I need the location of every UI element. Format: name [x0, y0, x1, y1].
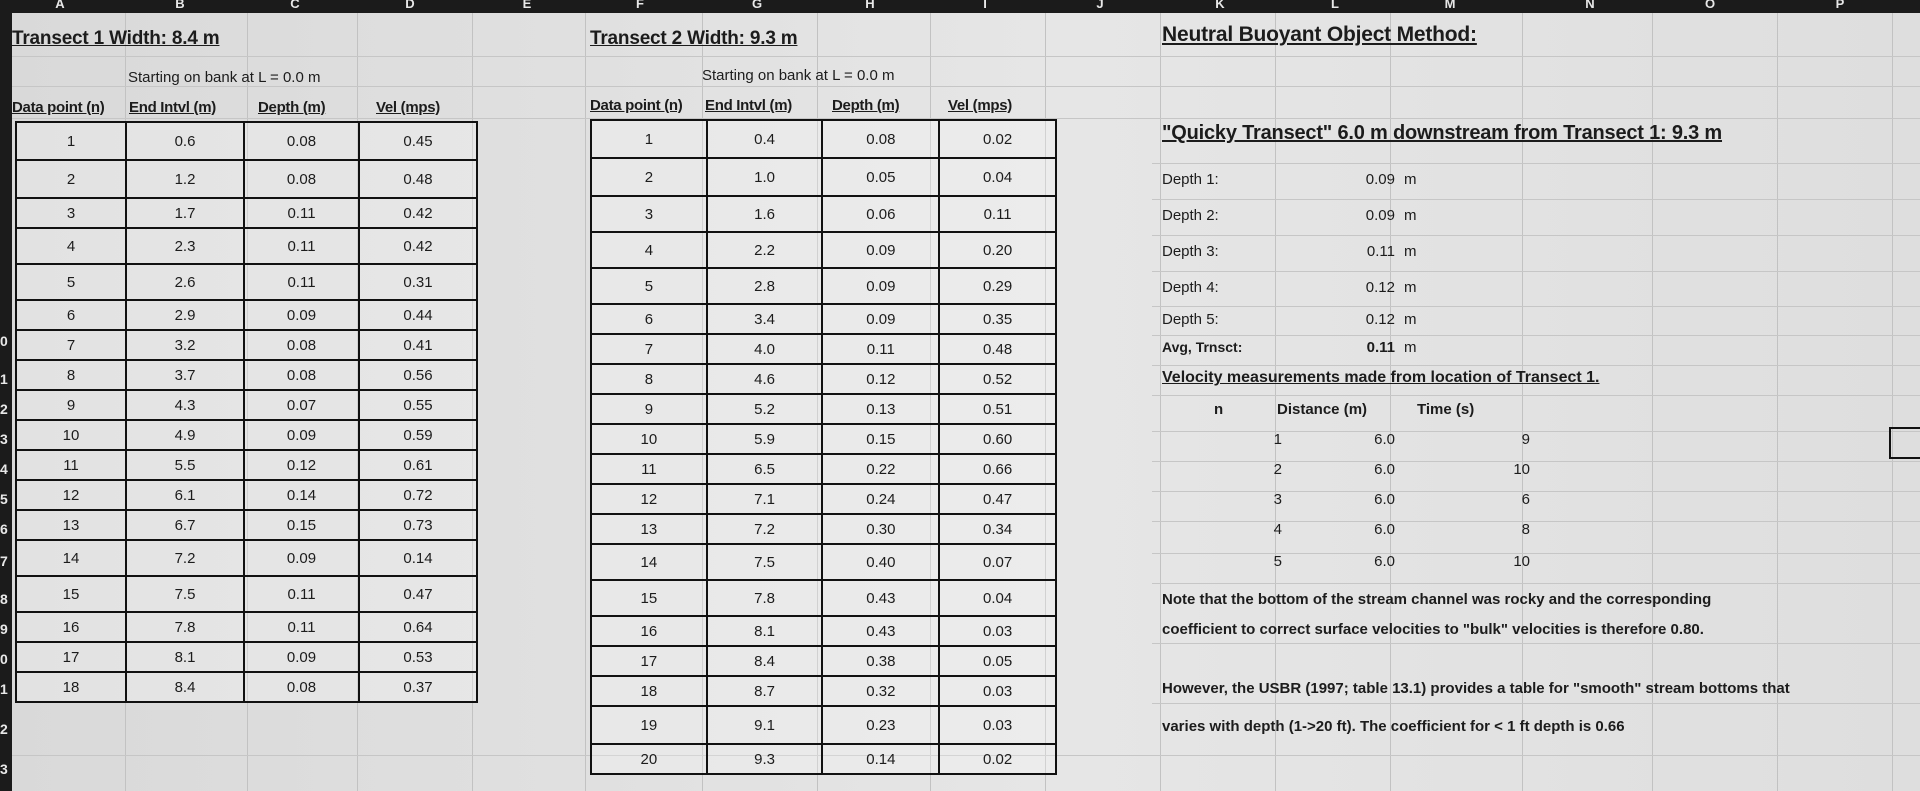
transect2-cell-data-point[interactable]: 3 [591, 196, 707, 232]
depth1-value[interactable]: 0.09 [1365, 171, 1395, 188]
transect2-cell-data-point[interactable]: 1 [591, 120, 707, 158]
row-header[interactable]: 3 [0, 761, 8, 777]
transect1-cell-end-interval[interactable]: 1.7 [126, 198, 244, 228]
transect2-cell-depth[interactable]: 0.14 [822, 744, 939, 774]
grid-line [12, 56, 1920, 57]
velocity-cell-distance[interactable]: 6.0 [1374, 461, 1395, 478]
velocity-cell-time[interactable]: 10 [1513, 461, 1530, 478]
velocity-header-distance: Distance (m) [1277, 401, 1368, 418]
transect1-row [16, 642, 477, 672]
transect1-header-n: Data point (n) [12, 99, 105, 116]
depth3-label: Depth 3: [1162, 243, 1219, 260]
transect2-cell-velocity[interactable]: 0.52 [939, 364, 1056, 394]
depth1-label: Depth 1: [1162, 171, 1219, 188]
transect2-cell-velocity[interactable]: 0.34 [939, 514, 1056, 544]
depth2-value[interactable]: 0.09 [1365, 207, 1395, 224]
transect2-cell-data-point[interactable]: 15 [591, 580, 707, 616]
transect2-cell-depth[interactable]: 0.43 [822, 580, 939, 616]
transect1-cell-end-interval[interactable]: 3.7 [126, 360, 244, 390]
grid-line [1160, 13, 1161, 791]
transect1-row [16, 264, 477, 300]
transect1-cell-data-point[interactable]: 15 [16, 576, 126, 612]
avg-transect-value[interactable]: 0.11 [1366, 339, 1395, 356]
transect2-cell-data-point[interactable]: 16 [591, 616, 707, 646]
column-header-p[interactable]: P [1835, 0, 1845, 11]
spreadsheet-grid[interactable] [12, 13, 1920, 791]
transect1-header-depth: Depth (m) [258, 99, 326, 116]
transect2-cell-end-interval[interactable]: 1.6 [707, 196, 823, 232]
transect2-row [591, 196, 1056, 232]
row-header[interactable]: 2 [0, 721, 8, 737]
transect1-cell-depth[interactable]: 0.08 [244, 160, 359, 198]
transect1-cell-velocity[interactable]: 0.44 [359, 300, 477, 330]
transect1-cell-velocity[interactable]: 0.72 [359, 480, 477, 510]
transect2-cell-velocity[interactable]: 0.29 [939, 268, 1056, 304]
transect1-row [16, 420, 477, 450]
transect2-cell-velocity[interactable]: 0.05 [939, 646, 1056, 676]
transect2-subtitle: Starting on bank at L = 0.0 m [702, 67, 895, 84]
transect1-cell-depth[interactable]: 0.08 [244, 330, 359, 360]
transect1-row [16, 576, 477, 612]
avg-transect-unit: m [1404, 339, 1417, 356]
transect1-row [16, 198, 477, 228]
transect1-cell-depth[interactable]: 0.09 [244, 420, 359, 450]
column-header-h[interactable]: H [865, 0, 875, 11]
transect2-row [591, 454, 1056, 484]
selected-cell[interactable] [1889, 427, 1920, 459]
transect2-cell-depth[interactable]: 0.23 [822, 706, 939, 744]
transect1-header-end: End Intvl (m) [129, 99, 216, 116]
depth5-unit: m [1404, 311, 1417, 328]
grid-line [12, 86, 1920, 87]
grid-line [1152, 395, 1920, 396]
column-header-k[interactable]: K [1215, 0, 1225, 11]
column-header-n[interactable]: N [1585, 0, 1595, 11]
transect2-cell-velocity[interactable]: 0.51 [939, 394, 1056, 424]
transect1-cell-data-point[interactable]: 5 [16, 264, 126, 300]
transect2-row [591, 158, 1056, 196]
transect2-cell-velocity[interactable]: 0.02 [939, 744, 1056, 774]
transect1-cell-depth[interactable]: 0.08 [244, 672, 359, 702]
transect2-row [591, 424, 1056, 454]
transect1-cell-data-point[interactable]: 2 [16, 160, 126, 198]
transect2-row [591, 580, 1056, 616]
row-header[interactable]: 0 [0, 651, 8, 667]
transect1-cell-velocity[interactable]: 0.56 [359, 360, 477, 390]
transect1-cell-depth[interactable]: 0.09 [244, 642, 359, 672]
transect2-cell-depth[interactable]: 0.43 [822, 616, 939, 646]
transect1-cell-velocity[interactable]: 0.31 [359, 264, 477, 300]
transect1-cell-end-interval[interactable]: 7.5 [126, 576, 244, 612]
transect1-cell-data-point[interactable]: 11 [16, 450, 126, 480]
column-header-i[interactable]: I [983, 0, 987, 11]
transect2-cell-velocity[interactable]: 0.11 [939, 196, 1056, 232]
grid-line [1152, 235, 1920, 236]
velocity-cell-n[interactable]: 3 [1273, 491, 1282, 508]
transect2-cell-end-interval[interactable]: 8.1 [707, 616, 823, 646]
transect1-cell-depth[interactable]: 0.07 [244, 390, 359, 420]
transect2-cell-depth[interactable]: 0.05 [822, 158, 939, 196]
transect1-cell-velocity[interactable]: 0.42 [359, 228, 477, 264]
transect2-cell-end-interval[interactable]: 7.2 [707, 514, 823, 544]
transect1-cell-velocity[interactable]: 0.61 [359, 450, 477, 480]
transect2-row [591, 676, 1056, 706]
note-line-3: However, the USBR (1997; table 13.1) provides a table for "smooth" stream bottoms that [1162, 680, 1790, 697]
transect1-cell-velocity[interactable]: 0.42 [359, 198, 477, 228]
transect2-cell-velocity[interactable]: 0.03 [939, 706, 1056, 744]
note-line-1: Note that the bottom of the stream channel was rocky and the corresponding [1162, 591, 1712, 608]
grid-line [1152, 306, 1920, 307]
transect2-row [591, 616, 1056, 646]
grid-line [1777, 13, 1778, 791]
transect1-cell-velocity[interactable]: 0.37 [359, 672, 477, 702]
transect2-cell-end-interval[interactable]: 8.4 [707, 646, 823, 676]
transect2-cell-depth[interactable]: 0.06 [822, 196, 939, 232]
transect1-cell-depth[interactable]: 0.11 [244, 264, 359, 300]
transect2-cell-end-interval[interactable]: 8.7 [707, 676, 823, 706]
transect1-cell-data-point[interactable]: 14 [16, 540, 126, 576]
transect1-cell-depth[interactable]: 0.08 [244, 360, 359, 390]
transect2-cell-depth[interactable]: 0.11 [822, 334, 939, 364]
transect2-cell-depth[interactable]: 0.40 [822, 544, 939, 580]
transect2-row [591, 394, 1056, 424]
transect2-row [591, 706, 1056, 744]
transect2-cell-data-point[interactable]: 10 [591, 424, 707, 454]
transect2-row [591, 268, 1056, 304]
transect2-cell-velocity[interactable]: 0.02 [939, 120, 1056, 158]
velocity-header-time: Time (s) [1417, 401, 1475, 418]
transect1-row [16, 480, 477, 510]
transect2-cell-depth[interactable]: 0.09 [822, 232, 939, 268]
transect2-cell-data-point[interactable]: 12 [591, 484, 707, 514]
buoyant-title: Neutral Buoyant Object Method: [1162, 23, 1477, 46]
column-header-f[interactable]: F [636, 0, 644, 11]
transect2-cell-end-interval[interactable]: 7.5 [707, 544, 823, 580]
transect1-cell-velocity[interactable]: 0.59 [359, 420, 477, 450]
transect2-cell-depth[interactable]: 0.22 [822, 454, 939, 484]
transect2-row [591, 364, 1056, 394]
transect2-cell-data-point[interactable]: 13 [591, 514, 707, 544]
transect1-cell-data-point[interactable]: 13 [16, 510, 126, 540]
transect2-cell-end-interval[interactable]: 7.8 [707, 580, 823, 616]
grid-line [1152, 703, 1920, 704]
transect2-cell-end-interval[interactable]: 5.9 [707, 424, 823, 454]
row-header[interactable]: 1 [0, 681, 8, 697]
velocity-cell-n[interactable]: 4 [1273, 521, 1282, 538]
transect2-cell-velocity[interactable]: 0.07 [939, 544, 1056, 580]
transect1-row [16, 672, 477, 702]
transect1-title: Transect 1 Width: 8.4 m [12, 28, 220, 49]
transect1-cell-depth[interactable]: 0.14 [244, 480, 359, 510]
transect2-row [591, 514, 1056, 544]
transect2-cell-depth[interactable]: 0.09 [822, 268, 939, 304]
transect1-row [16, 228, 477, 264]
transect2-cell-depth[interactable]: 0.32 [822, 676, 939, 706]
transect1-cell-velocity[interactable]: 0.64 [359, 612, 477, 642]
transect1-cell-end-interval[interactable]: 4.9 [126, 420, 244, 450]
transect2-row [591, 232, 1056, 268]
row-header[interactable]: 8 [0, 591, 8, 607]
grid-line [1152, 163, 1920, 164]
transect1-cell-depth[interactable]: 0.11 [244, 612, 359, 642]
velocity-cell-distance[interactable]: 6.0 [1374, 491, 1395, 508]
grid-line [1892, 13, 1893, 791]
transect1-cell-data-point[interactable]: 7 [16, 330, 126, 360]
transect2-row [591, 304, 1056, 334]
velocity-cell-time[interactable]: 8 [1521, 521, 1530, 538]
transect2-row [591, 334, 1056, 364]
depth2-unit: m [1404, 207, 1417, 224]
column-header-e[interactable]: E [522, 0, 532, 11]
row-header[interactable]: 2 [0, 401, 8, 417]
transect2-row [591, 120, 1056, 158]
row-header[interactable]: 6 [0, 521, 8, 537]
transect1-row [16, 510, 477, 540]
transect2-cell-depth[interactable]: 0.12 [822, 364, 939, 394]
transect1-row [16, 450, 477, 480]
transect1-cell-depth[interactable]: 0.09 [244, 300, 359, 330]
transect2-title: Transect 2 Width: 9.3 m [590, 28, 798, 49]
transect2-cell-velocity[interactable]: 0.04 [939, 158, 1056, 196]
avg-transect-label: Avg, Trnsct: [1162, 339, 1243, 355]
transect1-cell-data-point[interactable]: 3 [16, 198, 126, 228]
transect2-cell-depth[interactable]: 0.08 [822, 120, 939, 158]
transect1-cell-velocity[interactable]: 0.41 [359, 330, 477, 360]
column-header-b[interactable]: B [175, 0, 185, 11]
row-header[interactable]: 3 [0, 431, 8, 447]
transect2-cell-data-point[interactable]: 7 [591, 334, 707, 364]
transect2-cell-data-point[interactable]: 20 [591, 744, 707, 774]
transect2-cell-data-point[interactable]: 2 [591, 158, 707, 196]
transect1-subtitle: Starting on bank at L = 0.0 m [128, 69, 321, 86]
transect1-cell-depth[interactable]: 0.11 [244, 576, 359, 612]
column-header-a[interactable]: A [55, 0, 65, 11]
transect2-cell-end-interval[interactable]: 1.0 [707, 158, 823, 196]
transect1-cell-depth[interactable]: 0.12 [244, 450, 359, 480]
velocity-cell-distance[interactable]: 6.0 [1374, 431, 1395, 448]
transect1-cell-velocity[interactable]: 0.55 [359, 390, 477, 420]
depth1-unit: m [1404, 171, 1417, 188]
grid-line [1152, 199, 1920, 200]
velocity-cell-distance[interactable]: 6.0 [1374, 521, 1395, 538]
column-header-o[interactable]: O [1704, 0, 1716, 11]
transect1-cell-end-interval[interactable]: 8.1 [126, 642, 244, 672]
grid-line [1152, 583, 1920, 584]
transect2-cell-data-point[interactable]: 18 [591, 676, 707, 706]
transect1-cell-velocity[interactable]: 0.45 [359, 122, 477, 160]
transect2-cell-end-interval[interactable]: 3.4 [707, 304, 823, 334]
column-header-g[interactable]: G [751, 0, 763, 11]
transect2-cell-data-point[interactable]: 19 [591, 706, 707, 744]
depth3-unit: m [1404, 243, 1417, 260]
note-line-2: coefficient to correct surface velocities to "bulk" velocities is therefore 0.80. [1162, 621, 1704, 638]
transect2-cell-data-point[interactable]: 8 [591, 364, 707, 394]
transect2-header-vel: Vel (mps) [948, 97, 1012, 114]
transect2-cell-end-interval[interactable]: 7.1 [707, 484, 823, 514]
transect2-row [591, 544, 1056, 580]
transect2-cell-end-interval[interactable]: 6.5 [707, 454, 823, 484]
velocity-cell-time[interactable]: 6 [1521, 491, 1530, 508]
transect1-cell-depth[interactable]: 0.08 [244, 122, 359, 160]
transect1-table [15, 121, 478, 703]
transect1-row [16, 612, 477, 642]
transect1-cell-velocity[interactable]: 0.73 [359, 510, 477, 540]
transect1-cell-end-interval[interactable]: 2.9 [126, 300, 244, 330]
transect1-cell-data-point[interactable]: 9 [16, 390, 126, 420]
transect1-cell-end-interval[interactable]: 7.2 [126, 540, 244, 576]
transect1-row [16, 330, 477, 360]
transect1-cell-velocity[interactable]: 0.14 [359, 540, 477, 576]
transect1-cell-data-point[interactable]: 12 [16, 480, 126, 510]
transect2-cell-data-point[interactable]: 9 [591, 394, 707, 424]
transect1-cell-velocity[interactable]: 0.47 [359, 576, 477, 612]
transect2-header-end: End Intvl (m) [705, 97, 792, 114]
transect1-cell-depth[interactable]: 0.09 [244, 540, 359, 576]
transect2-cell-depth[interactable]: 0.13 [822, 394, 939, 424]
transect2-cell-end-interval[interactable]: 2.8 [707, 268, 823, 304]
depth4-unit: m [1404, 279, 1417, 296]
transect2-cell-depth[interactable]: 0.30 [822, 514, 939, 544]
transect2-cell-end-interval[interactable]: 0.4 [707, 120, 823, 158]
transect2-row [591, 646, 1056, 676]
transect2-cell-depth[interactable]: 0.38 [822, 646, 939, 676]
transect1-cell-velocity[interactable]: 0.53 [359, 642, 477, 672]
transect1-cell-data-point[interactable]: 1 [16, 122, 126, 160]
transect2-header-depth: Depth (m) [832, 97, 900, 114]
transect2-row [591, 744, 1056, 774]
transect2-cell-velocity[interactable]: 0.60 [939, 424, 1056, 454]
velocity-cell-n[interactable]: 5 [1273, 553, 1282, 570]
transect1-cell-depth[interactable]: 0.11 [244, 228, 359, 264]
transect1-cell-velocity[interactable]: 0.48 [359, 160, 477, 198]
transect1-cell-depth[interactable]: 0.11 [244, 198, 359, 228]
depth4-label: Depth 4: [1162, 279, 1219, 296]
velocity-cell-distance[interactable]: 6.0 [1374, 553, 1395, 570]
column-header-d[interactable]: D [405, 0, 415, 11]
grid-line [1152, 643, 1920, 644]
transect1-cell-data-point[interactable]: 16 [16, 612, 126, 642]
transect1-cell-end-interval[interactable]: 0.6 [126, 122, 244, 160]
transect1-cell-depth[interactable]: 0.15 [244, 510, 359, 540]
transect2-row [591, 484, 1056, 514]
transect2-cell-velocity[interactable]: 0.03 [939, 676, 1056, 706]
transect1-cell-data-point[interactable]: 17 [16, 642, 126, 672]
transect2-cell-depth[interactable]: 0.24 [822, 484, 939, 514]
transect1-row [16, 540, 477, 576]
depth4-value[interactable]: 0.12 [1365, 279, 1395, 296]
column-header-c[interactable]: C [290, 0, 300, 11]
transect1-cell-end-interval[interactable]: 4.3 [126, 390, 244, 420]
transect2-cell-data-point[interactable]: 14 [591, 544, 707, 580]
transect2-cell-velocity[interactable]: 0.47 [939, 484, 1056, 514]
transect2-cell-end-interval[interactable]: 4.0 [707, 334, 823, 364]
transect1-cell-end-interval[interactable]: 7.8 [126, 612, 244, 642]
column-header-l[interactable]: L [1331, 0, 1339, 11]
transect1-row [16, 300, 477, 330]
grid-line [1152, 365, 1920, 366]
transect2-cell-velocity[interactable]: 0.03 [939, 616, 1056, 646]
transect2-cell-end-interval[interactable]: 9.1 [707, 706, 823, 744]
transect1-row [16, 360, 477, 390]
column-header-m[interactable]: M [1444, 0, 1456, 11]
transect2-cell-data-point[interactable]: 4 [591, 232, 707, 268]
depth2-label: Depth 2: [1162, 207, 1219, 224]
grid-line [1152, 335, 1920, 336]
grid-line [1152, 271, 1920, 272]
transect1-cell-end-interval[interactable]: 3.2 [126, 330, 244, 360]
transect1-row [16, 122, 477, 160]
velocity-cell-n[interactable]: 2 [1273, 461, 1282, 478]
transect1-row [16, 390, 477, 420]
transect2-cell-end-interval[interactable]: 4.6 [707, 364, 823, 394]
row-header[interactable]: 5 [0, 491, 8, 507]
transect2-cell-velocity[interactable]: 0.35 [939, 304, 1056, 334]
row-header[interactable]: 0 [0, 333, 8, 349]
transect2-cell-end-interval[interactable]: 9.3 [707, 744, 823, 774]
transect2-table [590, 119, 1057, 775]
transect2-cell-data-point[interactable]: 5 [591, 268, 707, 304]
transect1-cell-data-point[interactable]: 8 [16, 360, 126, 390]
transect1-cell-end-interval[interactable]: 2.3 [126, 228, 244, 264]
velocity-heading: Velocity measurements made from location of Transect 1. [1162, 369, 1600, 386]
depth3-value[interactable]: 0.11 [1366, 243, 1395, 260]
transect2-cell-velocity[interactable]: 0.04 [939, 580, 1056, 616]
transect2-cell-data-point[interactable]: 17 [591, 646, 707, 676]
transect1-cell-data-point[interactable]: 10 [16, 420, 126, 450]
transect2-cell-velocity[interactable]: 0.66 [939, 454, 1056, 484]
column-header-bar [0, 0, 1920, 13]
depth5-label: Depth 5: [1162, 311, 1219, 328]
row-header[interactable]: 4 [0, 461, 8, 477]
transect1-header-vel: Vel (mps) [376, 99, 440, 116]
quicky-transect-title: "Quicky Transect" 6.0 m downstream from Transect 1: 9.3 m [1162, 122, 1723, 144]
row-header[interactable]: 7 [0, 553, 8, 569]
row-header-bar [0, 13, 12, 791]
note-line-4: varies with depth (1->20 ft). The coefficient for < 1 ft depth is 0.66 [1162, 718, 1625, 735]
transect1-cell-end-interval[interactable]: 6.7 [126, 510, 244, 540]
transect2-cell-end-interval[interactable]: 5.2 [707, 394, 823, 424]
row-header[interactable]: 9 [0, 621, 8, 637]
column-header-j[interactable]: J [1096, 0, 1104, 11]
transect1-cell-end-interval[interactable]: 2.6 [126, 264, 244, 300]
row-header[interactable]: 1 [0, 371, 8, 387]
transect2-cell-depth[interactable]: 0.09 [822, 304, 939, 334]
velocity-cell-n[interactable]: 1 [1273, 431, 1282, 448]
transect1-cell-end-interval[interactable]: 6.1 [126, 480, 244, 510]
grid-line [585, 13, 586, 791]
transect1-cell-data-point[interactable]: 6 [16, 300, 126, 330]
transect1-cell-data-point[interactable]: 4 [16, 228, 126, 264]
transect2-cell-velocity[interactable]: 0.20 [939, 232, 1056, 268]
transect1-row [16, 160, 477, 198]
transect2-cell-velocity[interactable]: 0.48 [939, 334, 1056, 364]
depth5-value[interactable]: 0.12 [1365, 311, 1395, 328]
transect1-cell-end-interval[interactable]: 1.2 [126, 160, 244, 198]
velocity-cell-time[interactable]: 9 [1521, 431, 1530, 448]
transect2-cell-depth[interactable]: 0.15 [822, 424, 939, 454]
transect1-cell-end-interval[interactable]: 8.4 [126, 672, 244, 702]
transect2-header-n: Data point (n) [590, 97, 683, 114]
velocity-header-n: n [1214, 401, 1224, 418]
transect2-cell-data-point[interactable]: 11 [591, 454, 707, 484]
transect2-cell-data-point[interactable]: 6 [591, 304, 707, 334]
velocity-cell-time[interactable]: 10 [1513, 553, 1530, 570]
transect1-cell-data-point[interactable]: 18 [16, 672, 126, 702]
transect2-cell-end-interval[interactable]: 2.2 [707, 232, 823, 268]
transect1-cell-end-interval[interactable]: 5.5 [126, 450, 244, 480]
